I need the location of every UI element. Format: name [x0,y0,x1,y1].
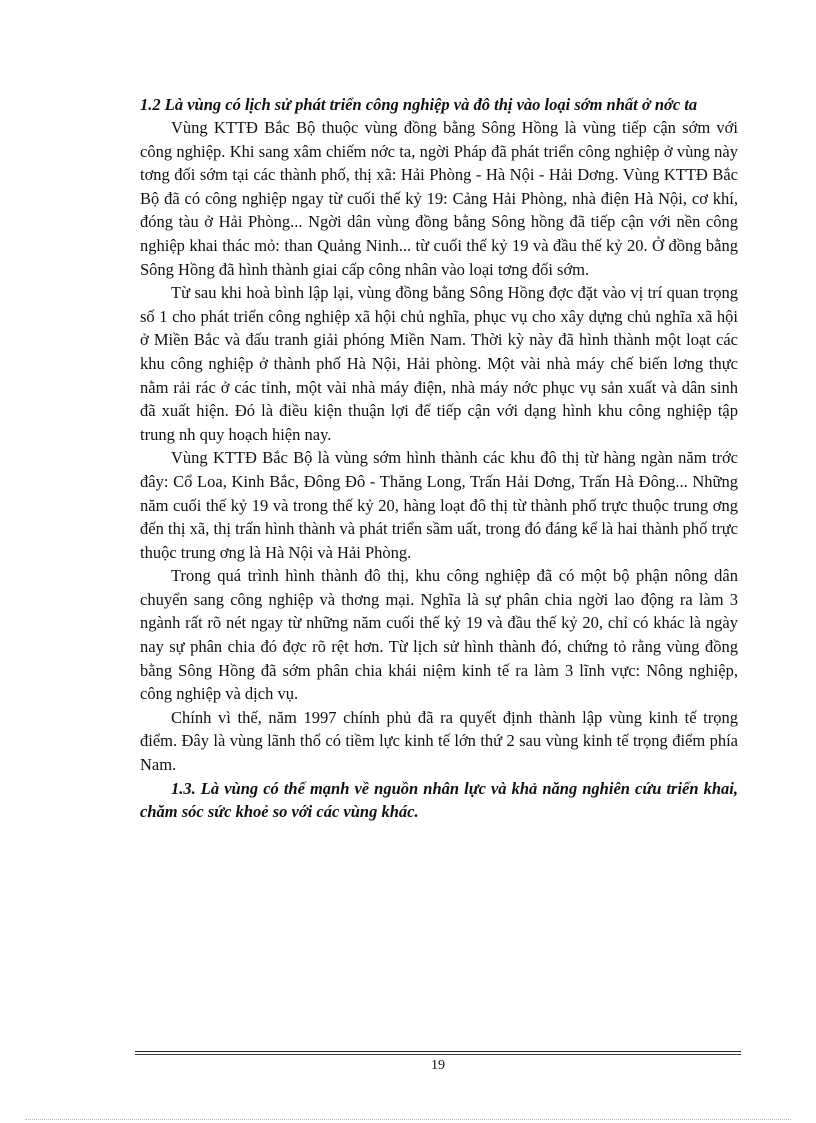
footer-rule-bottom [135,1054,741,1055]
paragraph-1: Vùng KTTĐ Bắc Bộ thuộc vùng đồng bằng Sông Hồng là vùng tiếp cận sớm với công nghiệp. Khi sang xâm chiếm nớc ta, ngời Pháp đã phát triển công nghiệp ở vùng này tơng đối sớm tại các thành phố, thị xã: Hải Phòng - Hà Nội - Hải Dơng. Vùng KTTĐ Bắc Bộ đã có công nghiệp ngay từ cuối thế kỷ 19: Cảng Hải Phòng, nhà điện Hà Nội, cơ khí, đóng tàu ở Hải Phòng... Ngời dân vùng đồng bằng Sông hồng đã tiếp cận với nền công nghiệp khai thác mỏ: than Quảng Ninh... từ cuối thế kỷ 19 và đầu thế kỷ 20. Ở đồng bằng Sông Hồng đã hình thành giai cấp công nhân vào loại tơng đối sớm. [140,118,738,279]
page-number: 19 [431,1058,445,1073]
footer-rule-top [135,1051,741,1052]
section-heading-1-2: 1.2 Là vùng có lịch sử phát triển công nghiệp và đô thị vào loại sớm nhất ở nớc ta [140,95,698,114]
paragraph-3: Vùng KTTĐ Bắc Bộ là vùng sớm hình thành các khu đô thị từ hàng ngàn năm trớc đây: Cổ Loa, Kinh Bắc, Đông Đô - Thăng Long, Trấn Hải Dơng, Trấn Hà Đông... Những năm cuối thế kỷ 19 và trong thế kỷ 20, hàng loạt đô thị từ thành phố trực thuộc trung ơng đến thị xã, thị trấn hình thành và phát triển sầm uất, trong đó đáng kể là hai thành phố trực thuộc trung ơng là Hà Nội và Hải Phòng. [140,448,738,562]
document-body [140,93,738,823]
paragraph-4: Trong quá trình hình thành đô thị, khu công nghiệp đã có một bộ phận nông dân chuyển sang công nghiệp và thơng mại. Nghĩa là sự phân chia ngời lao động ra làm 3 ngành rất rõ nét ngay từ những năm cuối thế kỷ 19 và đầu thế kỷ 20, chỉ có khác là ngày nay sự phân chia đó đợc rõ rệt hơn. Từ lịch sử hình thành đó, chứng tỏ rằng vùng đồng bằng Sông Hồng đã sớm phân chia khái niệm kinh tế ra làm 3 lĩnh vực: Nông nghiệp, công nghiệp và dịch vụ. [140,566,738,704]
paragraph-2: Từ sau khi hoà bình lập lại, vùng đồng bằng Sông Hồng đợc đặt vào vị trí quan trọng số 1 cho phát triển công nghiệp xã hội chủ nghĩa, phục vụ cho xây dựng chủ nghĩa xã hội ở Miền Bắc và đấu tranh giải phóng Miền Nam. Thời kỳ này đã hình thành một loạt các khu công nghiệp ở thành phố Hà Nội, Hải phòng. Một vài nhà máy chế biến lơng thực nằm rải rác ở các tỉnh, một vài nhà máy điện, nhà máy nớc phục vụ sản xuất và dân sinh đã xuất hiện. Đó là điều kiện thuận lợi để tiếp cận với dạng hình khu công nghiệp tập trung nh quy hoạch hiện nay. [140,283,738,444]
page-bottom-dotted-border [25,1119,791,1120]
paragraph-5: Chính vì thế, năm 1997 chính phủ đã ra quyết định thành lập vùng kinh tế trọng điểm. Đây là vùng lãnh thổ có tiềm lực kinh tế lớn thứ 2 sau vùng kinh tế trọng điểm phía Nam. [140,707,738,775]
section-heading-1-3: 1.3. Là vùng có thế mạnh về nguồn nhân lực và khả năng nghiên cứu triển khai, chăm sóc sức khoẻ so với các vùng khác. [140,778,738,821]
